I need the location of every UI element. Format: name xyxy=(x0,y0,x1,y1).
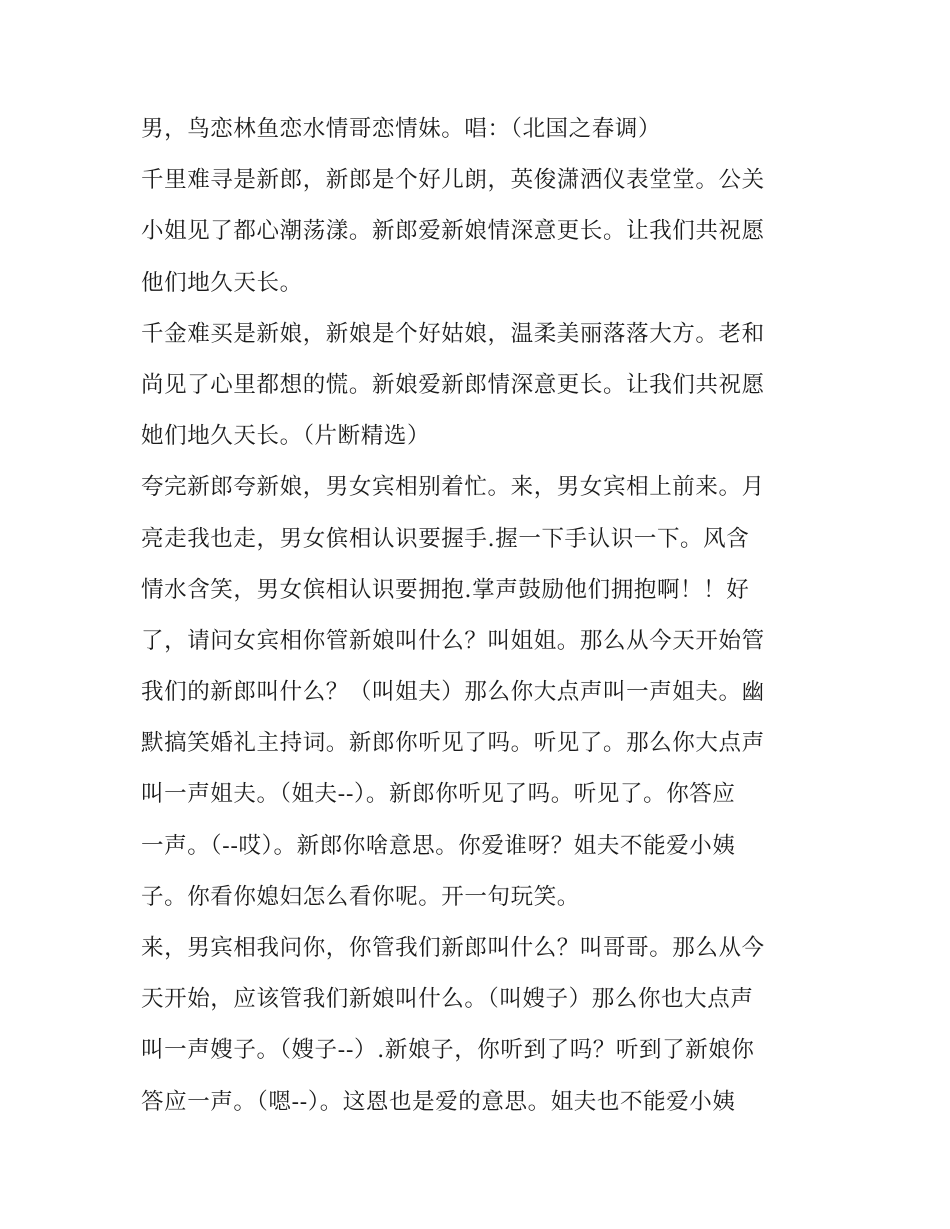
text-line: 他们地久天长。 xyxy=(141,269,303,296)
text-line: 叫一声姐夫。（姐夫--）。新郎你听见了吗。听见了。你答应 xyxy=(141,781,736,808)
text-line: 一声。（--哎）。新郎你啥意思。你爱谁呀？姐夫不能爱小姨 xyxy=(141,832,736,859)
text-line: 情水含笑，男女傧相认识要拥抱.掌声鼓励他们拥抱啊！！好 xyxy=(141,576,750,603)
text-line: 男，鸟恋林鱼恋水情哥恋情妹。唱：（北国之春调） xyxy=(141,116,662,142)
text-line: 答应一声。（嗯--）。这恩也是爱的意思。姐夫也不能爱小姨 xyxy=(141,1088,736,1115)
text-line: 千里难寻是新郎，新郎是个好儿朗，英俊潇洒仪表堂堂。公关 xyxy=(141,167,765,194)
text-line: 夸完新郎夸新娘，男女宾相别着忙。来，男女宾相上前来。月 xyxy=(141,474,765,501)
text-line: 子。你看你媳妇怎么看你呢。开一句玩笑。 xyxy=(141,883,580,910)
text-line: 默搞笑婚礼主持词。新郎你听见了吗。听见了。那么你大点声 xyxy=(141,730,765,757)
text-line: 小姐见了都心潮荡漾。新郎爱新娘情深意更长。让我们共祝愿 xyxy=(141,218,765,245)
text-line: 千金难买是新娘，新娘是个好姑娘，温柔美丽落落大方。老和 xyxy=(141,320,765,347)
text-line: 叫一声嫂子。（嫂子--）.新娘子，你听到了吗？听到了新娘你 xyxy=(141,1037,755,1064)
text-line: 天开始，应该管我们新娘叫什么。（叫嫂子）那么你也大点声 xyxy=(141,986,754,1013)
text-line: 尚见了心里都想的慌。新娘爱新郎情深意更长。让我们共祝愿 xyxy=(141,371,765,398)
body-text xyxy=(141,104,821,1128)
text-line: 我们的新郎叫什么？（叫姐夫）那么你大点声叫一声姐夫。幽 xyxy=(141,679,765,706)
text-line: 亮走我也走，男女傧相认识要握手.握一下手认识一下。风含 xyxy=(141,525,750,552)
text-line: 了，请问女宾相你管新娘叫什么？叫姐姐。那么从今天开始管 xyxy=(141,627,765,654)
text-line: 她们地久天长。（片断精选） xyxy=(141,423,431,450)
text-line: 来，男宾相我问你，你管我们新郎叫什么？叫哥哥。那么从今 xyxy=(141,935,765,961)
